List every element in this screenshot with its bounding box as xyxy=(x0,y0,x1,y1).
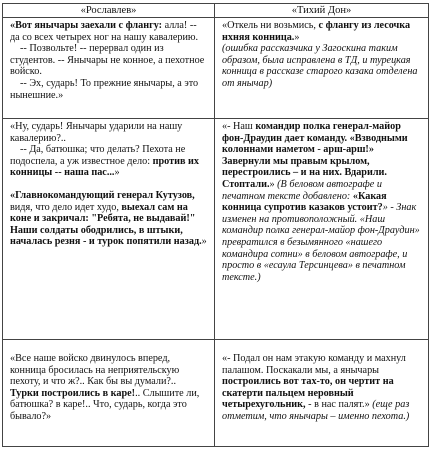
text-bold: с флангу из лесочка нхняя конница. xyxy=(222,20,411,43)
text-bold: против их конницы -- наша пас... xyxy=(10,155,199,179)
text-bold: «Какая конница супротив казаков устоит? xyxy=(222,190,387,214)
text: -- Да, батюшка; что делать? Пехота не подоспела, а уж известное дело: xyxy=(10,144,186,167)
cell-tikhiy-don-2 xyxy=(215,119,429,340)
cell-tikhiy-don-1 xyxy=(215,18,429,119)
cell-roslavlev-3 xyxy=(3,340,215,447)
text: - в нас палят. xyxy=(305,399,365,411)
text: видя, что дело идет худо, xyxy=(10,201,122,213)
text-bold: «Главнокомандующий генерал Кутузов, xyxy=(10,189,195,201)
text-bold: построились вот тах-то, он чертит на скатерти пальцем неровный четырехугольник, xyxy=(222,376,394,411)
header-roslavlev: «Рославлев» xyxy=(3,4,215,18)
text-bold: командир полка генерал-майор фон-Драудин дает команду. «Взводными колоннами наметом - арш-арш!» Завернули мы правым крылом, перестроились – и на них. Вдарили. Стоптали. xyxy=(222,121,408,190)
text: » xyxy=(114,167,120,179)
text-italic: » - Знак изменен на противоположный. «Наш командир полка генерал-майор фон-Драудин» превратился в безымянного «нашего командира сотни» в беловом автографе, и просто в «есаула Терсинцева» в печатном тексте.) xyxy=(222,202,420,283)
text-italic: (В беловом автографе и печатном тексте добавлено: xyxy=(222,178,382,202)
paragraph: -- Эх, сударь! То прежние янычары, а это нынешние.» xyxy=(10,77,199,101)
text-bold: Турки построились в каре! xyxy=(10,387,136,399)
paragraph: -- Позвольте! -- перервал один из студентов. -- Янычары не конное, а пехотное войско. xyxy=(10,43,205,78)
comparison-table xyxy=(2,3,429,447)
paragraph: «Ну, сударь! Янычары ударили на нашу кавалерию?.. xyxy=(10,121,183,144)
text: «Откель ни возьмись, xyxy=(222,20,319,31)
text: «Все наше войско двинулось вперед, конница бросилась на неприятельскую пехоту, и что ж?.. Как бы вы думали?.. xyxy=(10,353,180,388)
text-bold: выехал сам на коне и закричал: "Ребята, не выдавай!" Наши солдаты ободрились, в штыки, началась резня - и турок попятили назад. xyxy=(10,201,202,248)
text: алла! -- да со всех четырех ног на нашу кавалерию. xyxy=(10,20,199,43)
text: «- Наш xyxy=(222,121,256,132)
cell-tikhiy-don-3 xyxy=(215,340,429,447)
editor-note: (ошибка рассказчика у Загоскина таким образом, была исправлена в ТД, и турецкая конница в рассказе старого казака отделена от янычар) xyxy=(222,43,418,89)
cell-roslavlev-1 xyxy=(3,18,215,119)
header-tikhiy-don: «Тихий Дон» xyxy=(215,4,429,18)
text: .. Слышите ли, батюшка? в каре!.. Что, сударь, когда это бывало?» xyxy=(10,387,200,422)
text: » xyxy=(294,31,300,43)
text: » xyxy=(364,399,373,411)
text: » xyxy=(201,236,207,248)
text: » xyxy=(269,178,278,190)
cell-roslavlev-2 xyxy=(3,119,215,340)
text-bold: «Вот янычары заехали с флангу: xyxy=(10,20,163,31)
text: «- Подал он нам этакую команду и махнул палашом. Поскакали мы, а янычары xyxy=(222,353,406,376)
text-italic: (еще раз отметим, что янычары – именно пехота.) xyxy=(222,399,410,422)
